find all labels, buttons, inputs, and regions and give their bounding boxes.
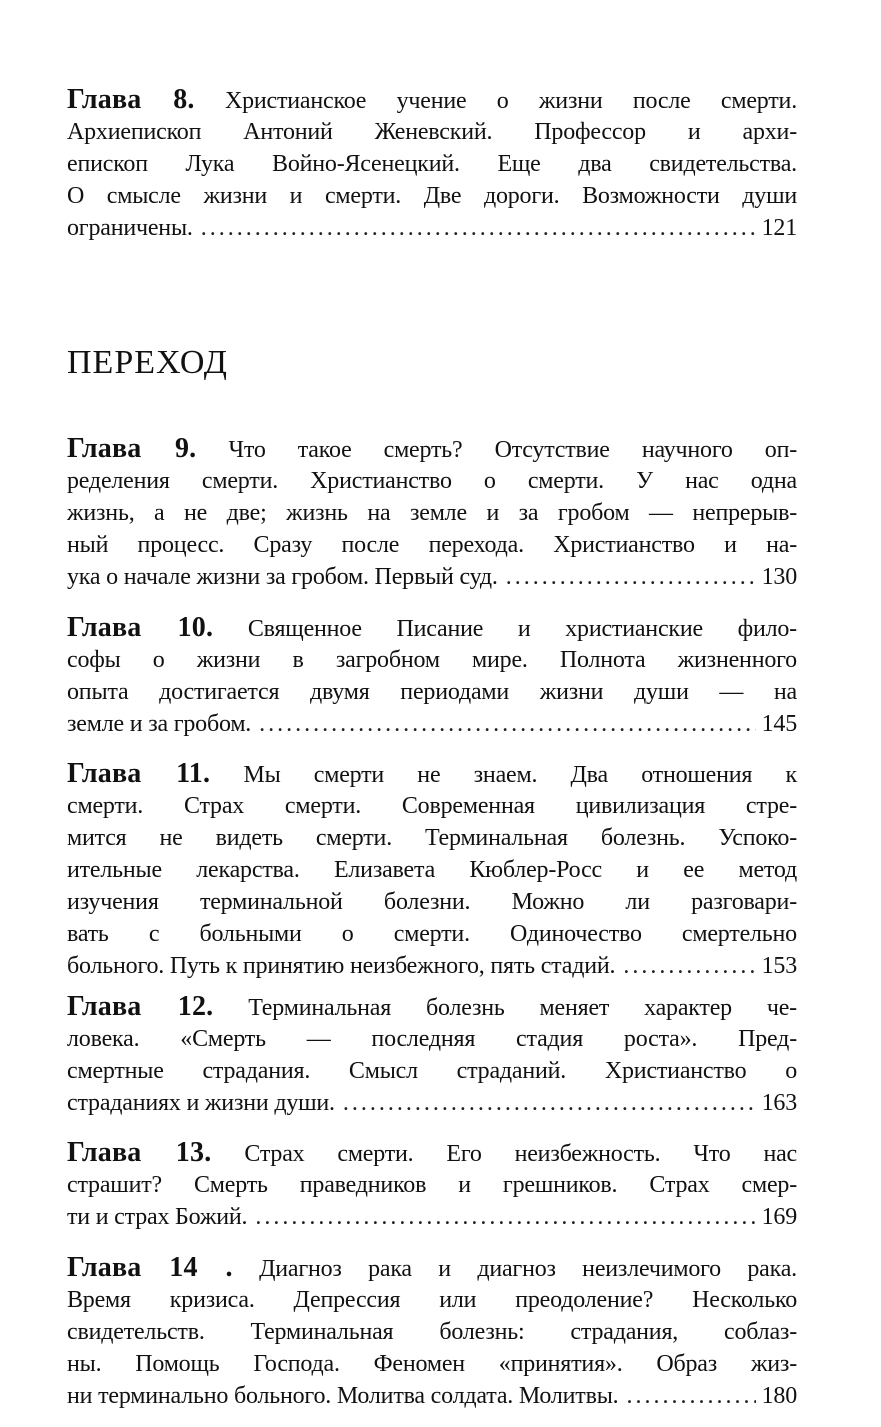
toc-entry-line bbox=[67, 612, 797, 644]
chapter-text: Священное Писание и христианские фило- bbox=[247, 616, 797, 642]
toc-entry-last-line bbox=[67, 950, 797, 982]
dot-leader bbox=[201, 212, 756, 244]
chapter-text: жизнь, а не две; жизнь на земле и за гробом — непрерыв- bbox=[67, 500, 797, 526]
chapter-text: больного. Путь к принятию неизбежного, пять стадий. bbox=[67, 953, 616, 979]
chapter-text: ительные лекарства. Елизавета Кюблер-Росс и ее метод bbox=[67, 857, 797, 883]
page-number: 163 bbox=[761, 1090, 797, 1116]
chapter-label: Глава 8. bbox=[67, 84, 195, 115]
chapter-text: ны. Помощь Господа. Феномен «принятия». Образ жиз- bbox=[67, 1351, 797, 1377]
toc-entry-last-line bbox=[67, 708, 797, 740]
chapter-label: Глава 14 . bbox=[67, 1252, 233, 1283]
chapter-text: изучения терминальной болезни. Можно ли разговари- bbox=[67, 889, 797, 915]
section-title: ПЕРЕХОД bbox=[67, 344, 228, 381]
chapter-text: вать с больными о смерти. Одиночество смертельно bbox=[67, 921, 797, 947]
chapter-text: ограничены. bbox=[67, 215, 193, 241]
toc-entry-line bbox=[67, 991, 797, 1023]
toc-entry-chapter-12[interactable] bbox=[67, 991, 797, 1119]
page-number: 169 bbox=[761, 1204, 797, 1230]
chapter-text: О смысле жизни и смерти. Две дороги. Возможности души bbox=[67, 183, 797, 209]
chapter-text: свидетельств. Терминальная болезнь: страдания, соблаз- bbox=[67, 1319, 797, 1345]
toc-entry-last-line bbox=[67, 1380, 797, 1412]
chapter-label: Глава 13. bbox=[67, 1137, 212, 1168]
chapter-label: Глава 12. bbox=[67, 991, 214, 1022]
chapter-label: Глава 9. bbox=[67, 433, 197, 464]
toc-entry-chapter-11[interactable] bbox=[67, 758, 797, 982]
page-number: 145 bbox=[761, 711, 797, 737]
toc-entry-line bbox=[67, 1137, 797, 1169]
dot-leader bbox=[623, 950, 755, 982]
toc-entry-line bbox=[67, 84, 797, 116]
chapter-text: Мы смерти не знаем. Два отношения к bbox=[243, 762, 797, 788]
chapter-text: земле и за гробом. bbox=[67, 711, 252, 737]
page-number: 180 bbox=[761, 1383, 797, 1409]
toc-entry-line bbox=[67, 433, 797, 465]
chapter-text: ука о начале жизни за гробом. Первый суд. bbox=[67, 564, 498, 590]
chapter-text: мится не видеть смерти. Терминальная болезнь. Успоко- bbox=[67, 825, 797, 851]
chapter-text: Время кризиса. Депрессия или преодоление? Несколько bbox=[67, 1287, 797, 1313]
chapter-label: Глава 10. bbox=[67, 612, 214, 643]
toc-entry-line bbox=[67, 758, 797, 790]
chapter-text: Терминальная болезнь меняет характер че- bbox=[248, 995, 797, 1021]
chapter-text: Архиепископ Антоний Женевский. Профессор и архи- bbox=[67, 119, 797, 145]
toc-entry-chapter-14[interactable] bbox=[67, 1252, 797, 1412]
chapter-label: Глава 11. bbox=[67, 758, 211, 789]
chapter-text: Страх смерти. Его неизбежность. Что нас bbox=[244, 1141, 797, 1167]
chapter-text: смерти. Страх смерти. Современная цивилизация стре- bbox=[67, 793, 797, 819]
chapter-text: ни терминально больного. Молитва солдата. Молитвы. bbox=[67, 1383, 619, 1409]
dot-leader bbox=[255, 1201, 755, 1233]
toc-entry-last-line bbox=[67, 561, 797, 593]
toc-entry-last-line bbox=[67, 1087, 797, 1119]
toc-entry-chapter-9[interactable] bbox=[67, 433, 797, 593]
page-number: 121 bbox=[761, 215, 797, 241]
toc-entry-last-line bbox=[67, 212, 797, 244]
chapter-text: Что такое смерть? Отсутствие научного оп- bbox=[228, 437, 797, 463]
dot-leader bbox=[343, 1087, 756, 1119]
chapter-text: ти и страх Божий. bbox=[67, 1204, 248, 1230]
toc-entry-chapter-13[interactable] bbox=[67, 1137, 797, 1233]
chapter-text: страшит? Смерть праведников и грешников. Страх смер- bbox=[67, 1172, 797, 1198]
chapter-text: епископ Лука Войно-Ясенецкий. Еще два свидетельства. bbox=[67, 151, 797, 177]
toc-entry-last-line bbox=[67, 1201, 797, 1233]
toc-entry-chapter-8[interactable] bbox=[67, 84, 797, 244]
chapter-text: смертные страдания. Смысл страданий. Христианство о bbox=[67, 1058, 797, 1084]
chapter-text: Христианское учение о жизни после смерти. bbox=[224, 88, 797, 114]
dot-leader bbox=[626, 1380, 755, 1412]
page-number: 153 bbox=[761, 953, 797, 979]
chapter-text: софы о жизни в загробном мире. Полнота жизненного bbox=[67, 647, 797, 673]
chapter-text: ределения смерти. Христианство о смерти. У нас одна bbox=[67, 468, 797, 494]
dot-leader bbox=[259, 708, 755, 740]
chapter-text: Диагноз рака и диагноз неизлечимого рака. bbox=[259, 1256, 797, 1282]
toc-entry-chapter-10[interactable] bbox=[67, 612, 797, 740]
page-number: 130 bbox=[761, 564, 797, 590]
toc-entry-line bbox=[67, 1252, 797, 1284]
chapter-text: страданиях и жизни души. bbox=[67, 1090, 335, 1116]
chapter-text: ловека. «Смерть — последняя стадия роста». Пред- bbox=[67, 1026, 797, 1052]
chapter-text: ный процесс. Сразу после перехода. Христианство и на- bbox=[67, 532, 797, 558]
dot-leader bbox=[506, 561, 756, 593]
chapter-text: опыта достигается двумя периодами жизни души — на bbox=[67, 679, 797, 705]
